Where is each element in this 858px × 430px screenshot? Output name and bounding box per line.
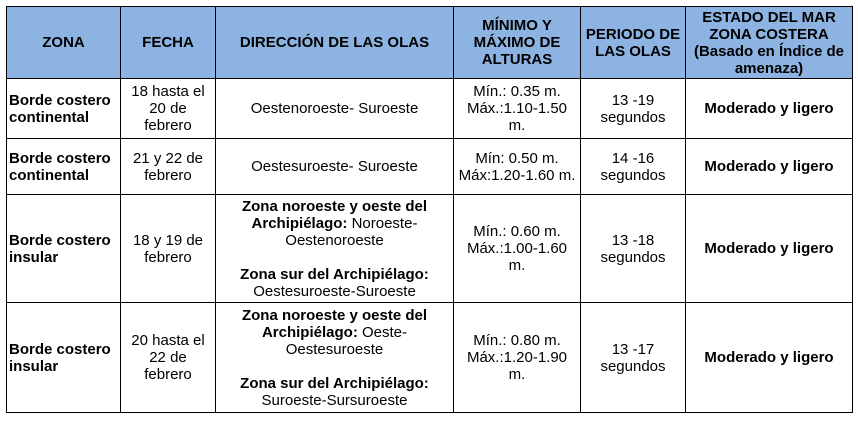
cell-direccion xyxy=(216,303,454,413)
header-estado-subtitle: (Basado en Índice de amenaza) xyxy=(693,42,845,77)
cell-zona: Borde costero insular xyxy=(7,195,121,303)
header-estado xyxy=(686,7,853,79)
cell-periodo: 14 -16 segundos xyxy=(581,139,686,195)
direccion-zona-noroeste xyxy=(219,198,450,249)
cell-estado: Moderado y ligero xyxy=(686,79,853,139)
cell-alturas xyxy=(454,195,581,303)
cell-fecha: 20 hasta el 22 de febrero xyxy=(121,303,216,413)
header-zona: ZONA xyxy=(7,7,121,79)
direccion-zona-value: Oeste-Oestesuroeste xyxy=(285,323,408,358)
cell-altura-max: Máx:1.20-1.60 m. xyxy=(458,166,576,184)
cell-altura-max: Máx.:1.10-1.50 m. xyxy=(466,100,568,134)
forecast-table-container xyxy=(6,6,853,413)
direccion-zona-value: Suroeste-Sursuroeste xyxy=(261,391,408,409)
header-row xyxy=(7,7,853,79)
table-row xyxy=(7,139,853,195)
direccion-zona-label: Zona sur del Archipiélago: xyxy=(240,374,429,392)
cell-zona: Borde costero insular xyxy=(7,303,121,413)
cell-periodo: 13 -17 segundos xyxy=(581,303,686,413)
direccion-zona-sur xyxy=(219,375,450,409)
cell-altura-max: Máx.:1.20-1.90 m. xyxy=(466,349,568,383)
cell-altura-min: Mín.: 0.35 m. xyxy=(473,83,561,100)
header-direccion: DIRECCIÓN DE LAS OLAS xyxy=(216,7,454,79)
spacer xyxy=(219,358,450,375)
cell-altura-min: Mín.: 0.80 m. xyxy=(473,332,561,349)
spacer xyxy=(219,249,450,266)
header-alturas: MÍNIMO Y MÁXIMO DE ALTURAS xyxy=(454,7,581,79)
header-fecha: FECHA xyxy=(121,7,216,79)
table-row xyxy=(7,303,853,413)
cell-estado: Moderado y ligero xyxy=(686,195,853,303)
cell-estado: Moderado y ligero xyxy=(686,303,853,413)
direccion-zona-value: Noroeste-Oestenoroeste xyxy=(285,214,418,249)
cell-fecha: 18 y 19 de febrero xyxy=(121,195,216,303)
header-estado-title: ESTADO DEL MAR ZONA COSTERA xyxy=(702,8,836,43)
table-row xyxy=(7,79,853,139)
header-periodo: PERIODO DE LAS OLAS xyxy=(581,7,686,79)
table-row xyxy=(7,195,853,303)
cell-alturas xyxy=(454,139,581,195)
cell-zona: Borde costero continental xyxy=(7,139,121,195)
direccion-zona-label: Zona noroeste y oeste del Archipiélago: xyxy=(241,197,428,232)
cell-direccion: Oestenoroeste- Suroeste xyxy=(216,79,454,139)
cell-periodo: 13 -19 segundos xyxy=(581,79,686,139)
cell-zona: Borde costero continental xyxy=(7,79,121,139)
cell-altura-min: Mín.: 0.60 m. xyxy=(473,223,561,240)
cell-direccion: Oestesuroeste- Suroeste xyxy=(216,139,454,195)
direccion-zona-label: Zona noroeste y oeste del Archipiélago: xyxy=(241,306,428,341)
cell-alturas xyxy=(454,303,581,413)
cell-fecha: 21 y 22 de febrero xyxy=(121,139,216,195)
cell-periodo: 13 -18 segundos xyxy=(581,195,686,303)
direccion-zona-sur xyxy=(219,266,450,300)
direccion-zona-noroeste xyxy=(219,307,450,358)
cell-estado: Moderado y ligero xyxy=(686,139,853,195)
direccion-zona-label: Zona sur del Archipiélago: xyxy=(240,265,429,283)
cell-altura-max: Máx.:1.00-1.60 m. xyxy=(466,240,568,274)
sea-state-forecast-table xyxy=(6,6,853,413)
cell-altura-min: Mín: 0.50 m. xyxy=(475,149,559,167)
cell-alturas xyxy=(454,79,581,139)
direccion-zona-value: Oestesuroeste-Suroeste xyxy=(253,282,416,300)
cell-fecha: 18 hasta el 20 de febrero xyxy=(121,79,216,139)
cell-direccion xyxy=(216,195,454,303)
